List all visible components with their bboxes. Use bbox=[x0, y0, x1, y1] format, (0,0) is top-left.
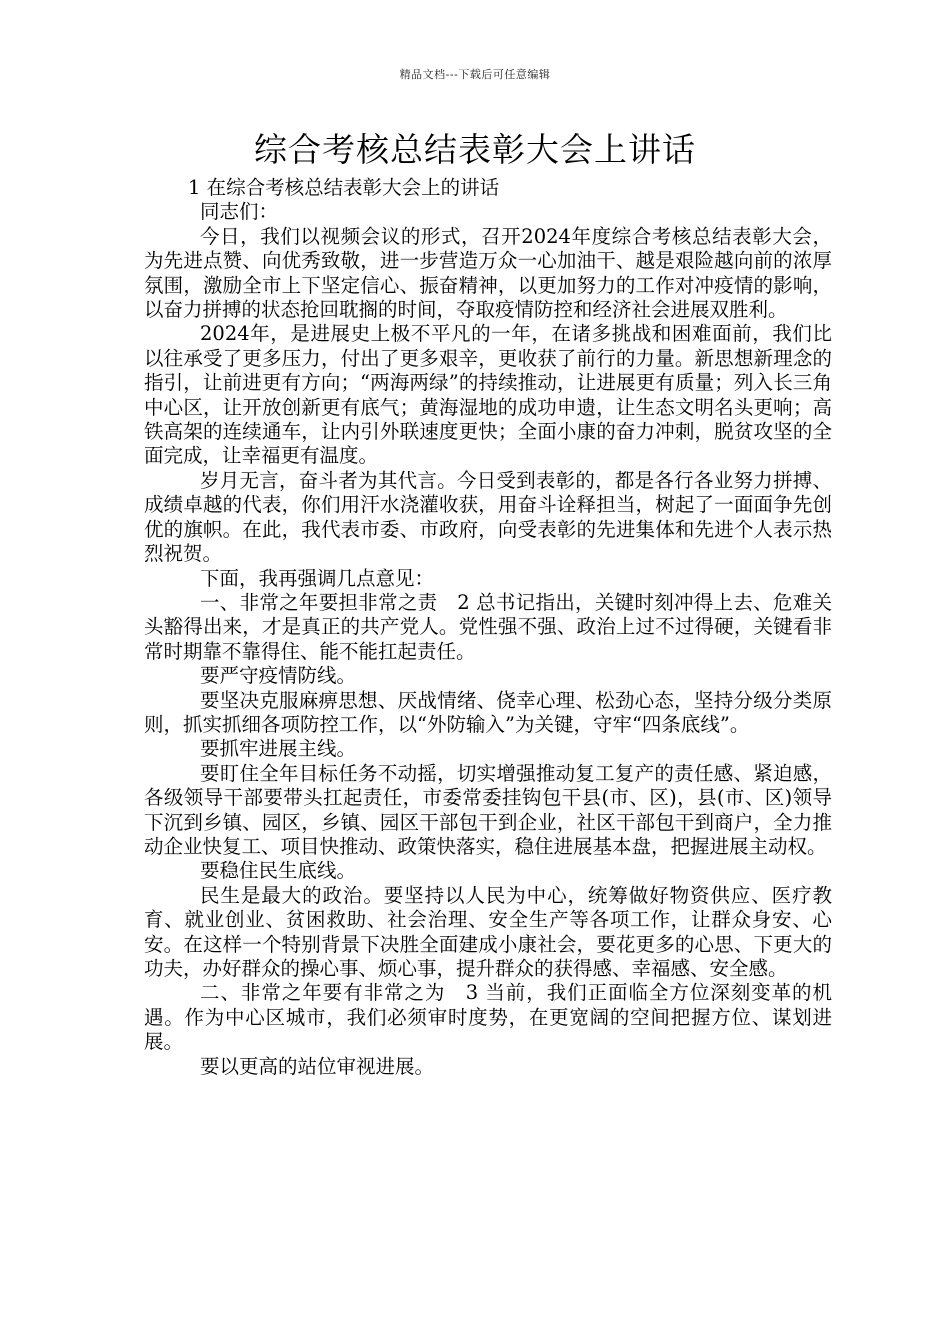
salutation: 同志们： bbox=[200, 200, 279, 224]
section-heading-paragraph: 一、非常之年要担非常之责 2 总书记指出，关键时刻冲得上去、危难关头豁得出来，才是真正的共产党人。党性强不强、政治上过不过得硬，关键看非常时期靠不靠得住、能不能扛起责任。 bbox=[144, 590, 832, 663]
paragraph: 2024年，是进展史上极不平凡的一年，在诸多挑战和困难面前，我们比以往承受了更多压力，付出了更多艰辛，更收获了前行的力量。新思想新理念的指引，让前进更有方向；“两海两绿”的持续推动，让进展更有质量；列入长三角中心区，让开放创新更有底气；黄海湿地的成功申遗，让生态文明名头更响；高铁高架的连续通车，让内引外联速度更快；全面小康的奋力冲刺，脱贫攻坚的全面完成，让幸福更有温度。 bbox=[144, 322, 832, 468]
subheading: 要抓牢进展主线。 bbox=[200, 737, 357, 761]
subheading: 要严守疫情防线。 bbox=[200, 664, 357, 688]
paragraph: 民生是最大的政治。要坚持以人民为中心，统筹做好物资供应、医疗教育、就业创业、贫困救助、社会治理、安全生产等各项工作，让群众身安、心安。在这样一个特别背景下决胜全面建成小康社会，要花更多的心思、下更大的功夫，办好群众的操心事、烦心事，提升群众的获得感、幸福感、安全感。 bbox=[144, 883, 832, 980]
section-heading-paragraph: 二、非常之年要有非常之为 3 当前，我们正面临全方位深刻变革的机遇。作为中心区城市，我们必须审时度势，在更宽阔的空间把握方位、谋划进展。 bbox=[144, 981, 832, 1054]
document-body bbox=[144, 176, 832, 1079]
subheading: 要稳住民生底线。 bbox=[200, 859, 357, 883]
paragraph: 下面，我再强调几点意见： bbox=[200, 566, 435, 590]
paragraph: 岁月无言，奋斗者为其代言。今日受到表彰的，都是各行各业努力拼搏、成绩卓越的代表，你们用汗水浇灌收获，用奋斗诠释担当，树起了一面面争先创优的旗帜。在此，我代表市委、市政府，向受表彰的先进集体和先进个人表示热烈祝贺。 bbox=[144, 468, 832, 566]
paragraph: 今日，我们以视频会议的形式，召开2024年度综合考核总结表彰大会，为先进点赞、向优秀致敬，进一步营造万众一心加油干、越是艰险越向前的浓厚氛围，激励全市上下坚定信心、振奋精神，以更加努力的工作对冲疫情的影响，以奋力拼搏的状态抢回耽搁的时间，夺取疫情防控和经济社会进展双胜利。 bbox=[144, 224, 832, 322]
paragraph: 要盯住全年目标任务不动摇，切实增强推动复工复产的责任感、紧迫感，各级领导干部要带头扛起责任，市委常委挂钩包干县(市、区)，县(市、区)领导下沉到乡镇、园区，乡镇、园区干部包干到企业，社区干部包干到商户，全力推动企业快复工、项目快推动、政策快落实，稳住进展基本盘，把握进展主动权。 bbox=[144, 761, 832, 858]
paragraph: 要坚决克服麻痹思想、厌战情绪、侥幸心理、松劲心态，坚持分级分类原则，抓实抓细各项防控工作，以“外防输入”为关键，守牢“四条底线”。 bbox=[144, 688, 832, 736]
document-subtitle: 1 在综合考核总结表彰大会上的讲话 bbox=[188, 176, 500, 199]
document-title: 综合考核总结表彰大会上讲话 bbox=[254, 130, 696, 169]
header-note: 精品文档---下载后可任意编辑 bbox=[399, 68, 551, 81]
subheading: 要以更高的站位审视进展。 bbox=[200, 1054, 435, 1078]
